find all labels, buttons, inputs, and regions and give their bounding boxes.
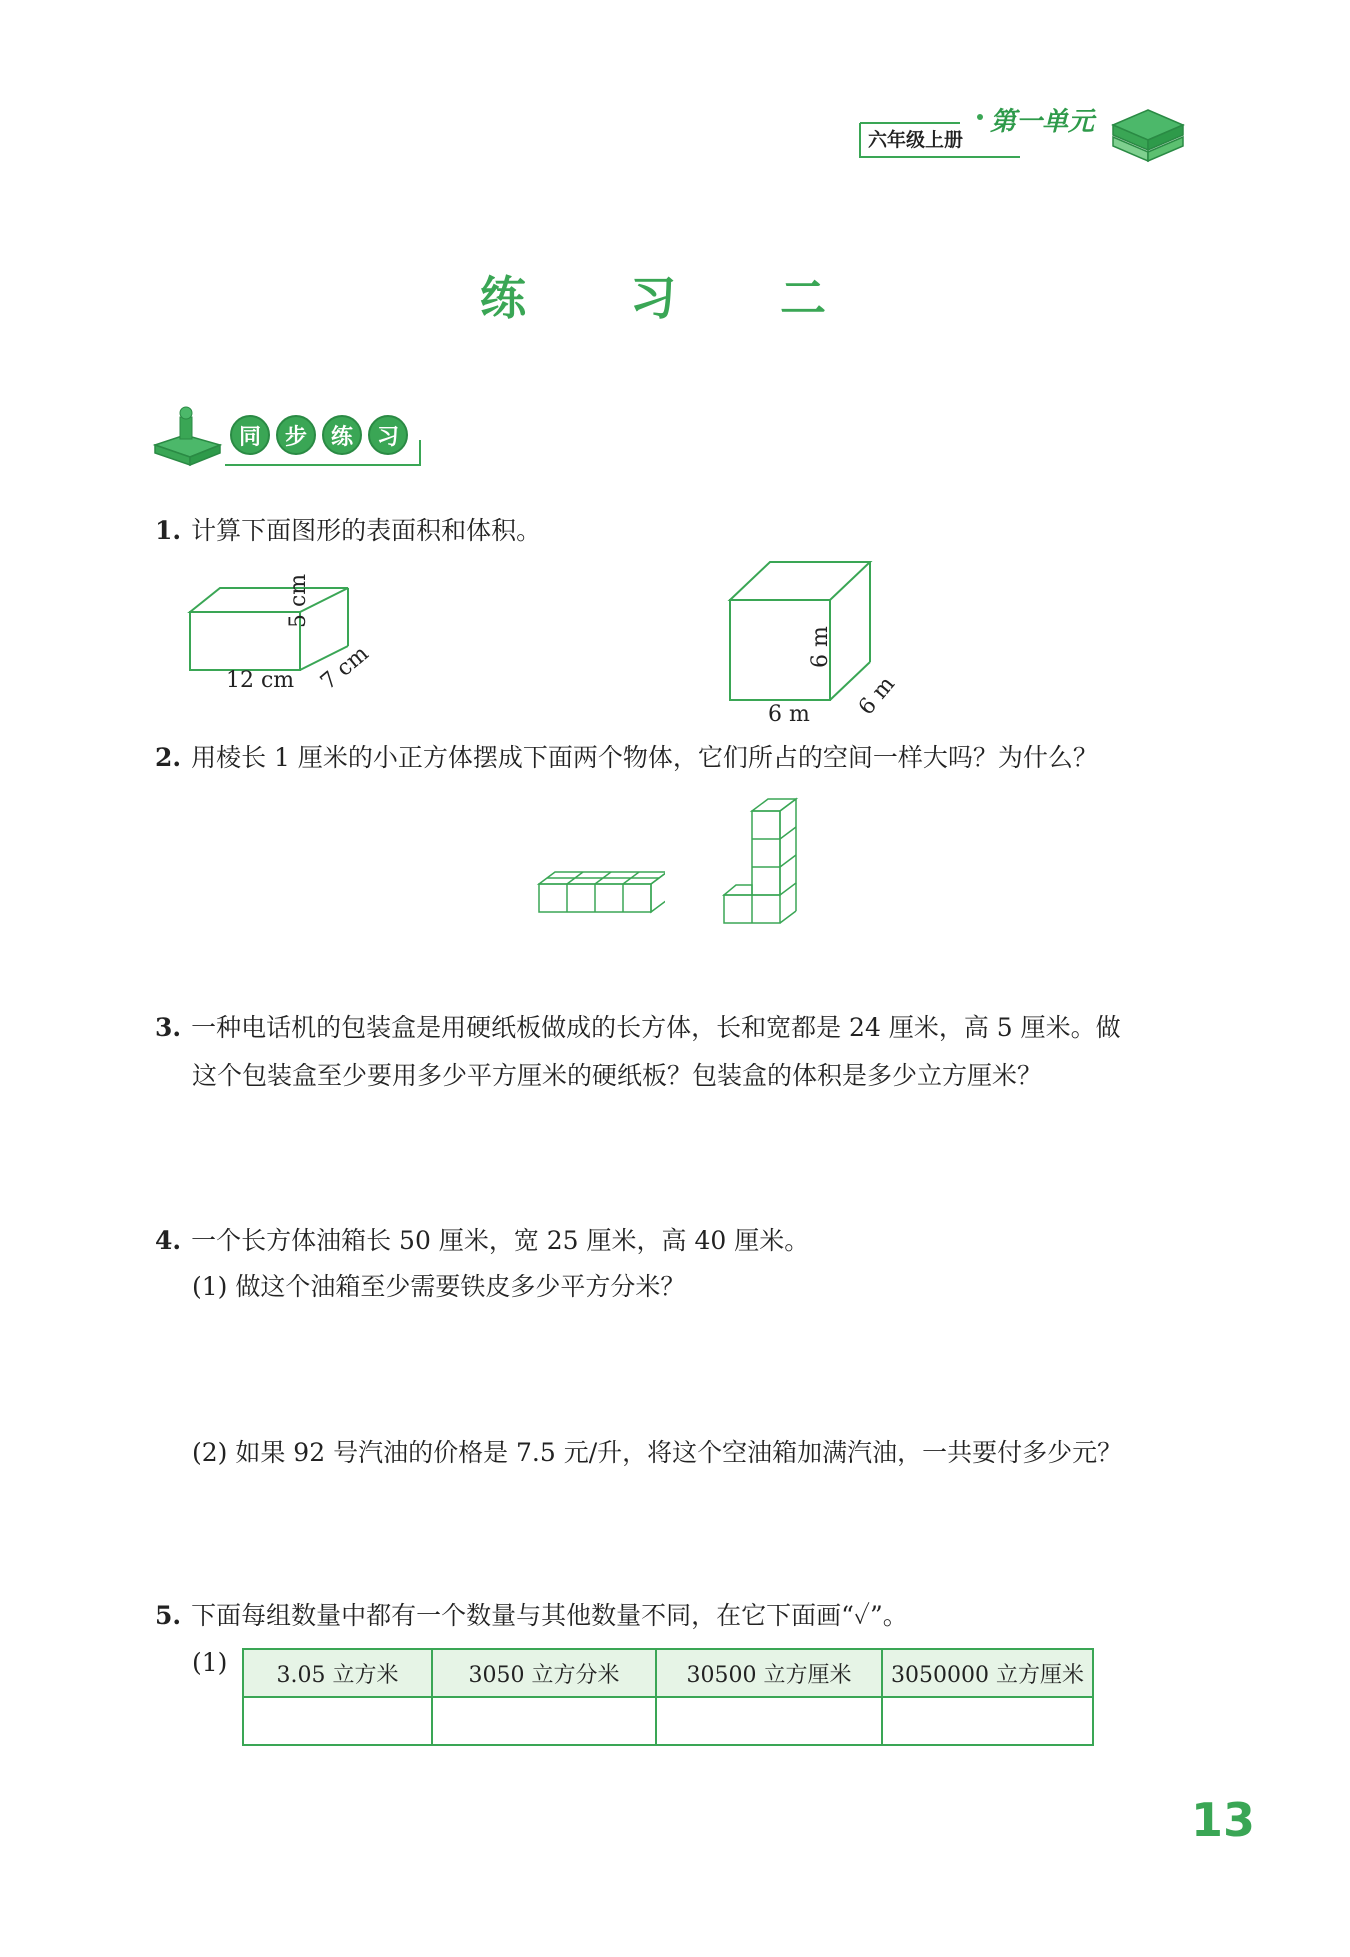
question-5-part-1: (1) <box>192 1648 228 1677</box>
question-number: 1. <box>155 516 182 545</box>
cube-width-label: 6 m <box>854 671 901 721</box>
unit-title: 第一单元 <box>990 107 1095 137</box>
cuboid-length-label: 12 cm <box>226 668 295 693</box>
answer-cell[interactable] <box>656 1697 882 1745</box>
question-text: 计算下面图形的表面积和体积。 <box>191 516 542 545</box>
tall-cube-stack <box>720 795 810 930</box>
answer-cell[interactable] <box>243 1697 432 1745</box>
question-text: 用棱长 1 厘米的小正方体摆成下面两个物体，它们所占的空间一样大吗？为什么？ <box>191 743 1098 772</box>
cuboid-width-label: 7 cm <box>316 641 374 696</box>
table-cell: 3.05 立方米 <box>243 1649 432 1697</box>
section-char: 习 <box>368 415 408 455</box>
table-header-row <box>243 1649 1093 1697</box>
question-text: 一个长方体油箱长 50 厘米，宽 25 厘米，高 40 厘米。 <box>191 1226 810 1255</box>
question-number: 3. <box>155 1013 182 1042</box>
section-banner <box>150 395 430 475</box>
answer-cell[interactable] <box>882 1697 1093 1745</box>
table-cell: 3050 立方分米 <box>432 1649 656 1697</box>
grade-label: 六年级上册 <box>868 129 964 151</box>
question-number: 2. <box>155 743 182 772</box>
cube-length-label: 6 m <box>768 702 810 727</box>
question-text: 下面每组数量中都有一个数量与其他数量不同，在它下面画“✓”。 <box>191 1601 908 1630</box>
answer-row <box>243 1697 1093 1745</box>
question-4-part-1: (1) 做这个油箱至少需要铁皮多少平方分米？ <box>192 1272 686 1301</box>
answer-cell[interactable] <box>432 1697 656 1745</box>
flat-cube-stack <box>535 860 665 930</box>
section-title <box>230 415 408 455</box>
question-3 <box>155 1005 1121 1051</box>
question-2 <box>155 735 1098 781</box>
books-icon <box>1108 95 1188 165</box>
question-5 <box>155 1593 908 1639</box>
page-title: 练 习 二 <box>479 271 871 325</box>
answer-table <box>242 1648 1094 1746</box>
question-4 <box>155 1218 809 1264</box>
question-number: 5. <box>155 1601 182 1630</box>
table-cell: 30500 立方厘米 <box>656 1649 882 1697</box>
section-char: 同 <box>230 415 270 455</box>
question-3-line-2: 这个包装盒至少要用多少平方厘米的硬纸板？包装盒的体积是多少立方厘米？ <box>192 1061 1043 1090</box>
question-4-part-2: (2) 如果 92 号汽油的价格是 7.5 元/升，将这个空油箱加满汽油，一共要付多少元？ <box>192 1438 1123 1467</box>
question-text: 一种电话机的包装盒是用硬纸板做成的长方体，长和宽都是 24 厘米，高 5 厘米。做 <box>191 1013 1121 1042</box>
question-1 <box>155 508 541 554</box>
unit-badge <box>850 95 1190 175</box>
table-cell: 3050000 立方厘米 <box>882 1649 1093 1697</box>
cuboid-height-label: 5 cm <box>286 573 311 628</box>
cube-height-label: 6 m <box>808 626 833 668</box>
page-number: 13 <box>1190 1793 1255 1847</box>
section-char: 练 <box>322 415 362 455</box>
section-char: 步 <box>276 415 316 455</box>
question-number: 4. <box>155 1226 182 1255</box>
